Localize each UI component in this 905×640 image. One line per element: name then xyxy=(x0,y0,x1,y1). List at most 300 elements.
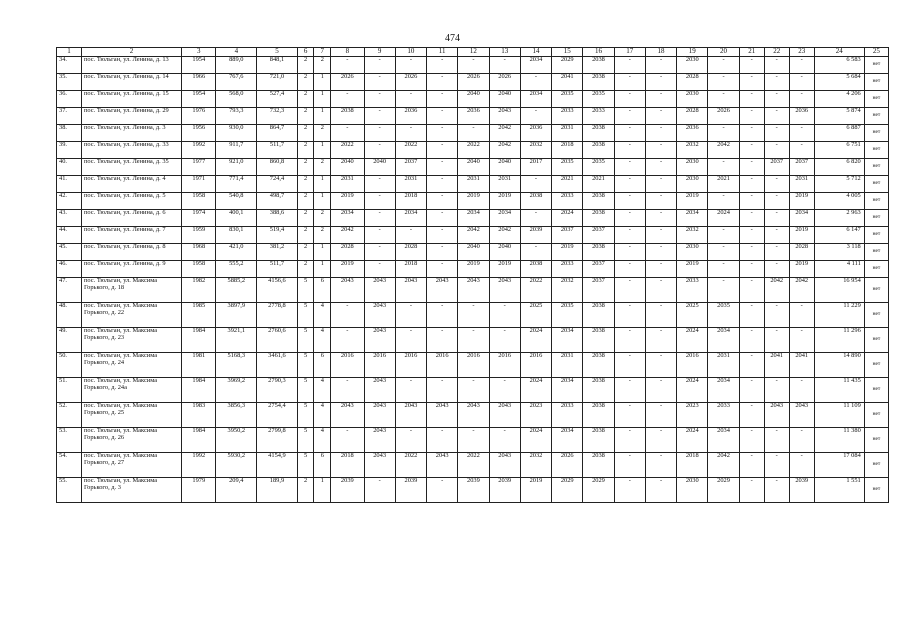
table-cell: - xyxy=(395,57,426,74)
table-cell: - xyxy=(458,125,489,142)
row-number-cell: 42. xyxy=(57,193,82,210)
table-cell: - xyxy=(614,227,645,244)
table-cell: 2 xyxy=(297,91,314,108)
table-row xyxy=(57,303,889,328)
total-cell: 1 551 xyxy=(814,478,864,503)
status-cell: нет xyxy=(864,378,888,403)
table-cell: 2033 xyxy=(583,108,614,125)
table-cell: 2018 xyxy=(395,261,426,278)
table-cell: 2038 xyxy=(583,74,614,91)
table-cell: 2035 xyxy=(708,303,739,328)
table-cell: 5930,2 xyxy=(216,453,257,478)
table-cell: - xyxy=(764,328,789,353)
table-cell: 5885,2 xyxy=(216,278,257,303)
table-cell: - xyxy=(739,244,764,261)
table-cell: 2038 xyxy=(520,261,551,278)
table-cell: 2036 xyxy=(677,125,708,142)
table-cell: - xyxy=(739,261,764,278)
column-header: 14 xyxy=(520,48,551,57)
total-cell: 11 435 xyxy=(814,378,864,403)
table-cell: 2024 xyxy=(520,378,551,403)
table-cell: 2038 xyxy=(583,193,614,210)
table-cell: - xyxy=(645,428,676,453)
table-cell: 2029 xyxy=(583,478,614,503)
column-header: 20 xyxy=(708,48,739,57)
table-cell: 2039 xyxy=(520,227,551,244)
row-number-cell: 52. xyxy=(57,403,82,428)
table-cell: - xyxy=(739,328,764,353)
table-cell: 2039 xyxy=(395,478,426,503)
table-cell: 1 xyxy=(314,176,331,193)
table-cell: 3969,2 xyxy=(216,378,257,403)
table-cell: 2022 xyxy=(331,142,364,159)
table-cell: - xyxy=(364,142,395,159)
table-row xyxy=(57,353,889,378)
table-cell: 6 xyxy=(314,453,331,478)
table-cell: 381,2 xyxy=(257,244,298,261)
table-cell: - xyxy=(645,328,676,353)
table-cell: 2036 xyxy=(395,108,426,125)
address-cell: пос. Тюльган, ул. Максима Горького, д. 26 xyxy=(82,428,182,453)
table-cell: 5 xyxy=(297,378,314,403)
table-cell: 2037 xyxy=(764,159,789,176)
table-cell: 2033 xyxy=(677,278,708,303)
row-number-cell: 54. xyxy=(57,453,82,478)
table-cell: - xyxy=(645,278,676,303)
table-cell: - xyxy=(614,428,645,453)
table-cell: 2029 xyxy=(708,478,739,503)
table-cell: - xyxy=(331,303,364,328)
table-cell: 5 xyxy=(297,278,314,303)
table-cell: 2016 xyxy=(427,353,458,378)
table-cell: 2037 xyxy=(583,278,614,303)
table-cell: - xyxy=(789,142,814,159)
table-cell: 2038 xyxy=(583,303,614,328)
table-cell: 2037 xyxy=(583,261,614,278)
table-cell: 2 xyxy=(297,159,314,176)
table-cell: - xyxy=(427,74,458,91)
table-cell: 2016 xyxy=(489,353,520,378)
table-cell: 2019 xyxy=(520,478,551,503)
table-row xyxy=(57,453,889,478)
table-cell: 1959 xyxy=(182,227,216,244)
table-cell: - xyxy=(708,125,739,142)
table-cell: - xyxy=(489,428,520,453)
table-cell: - xyxy=(331,91,364,108)
status-cell: нет xyxy=(864,227,888,244)
total-cell: 3 118 xyxy=(814,244,864,261)
table-cell: 2043 xyxy=(489,108,520,125)
address-cell: пос. Тюльган, ул. Ленина, д. 13 xyxy=(82,57,182,74)
table-cell: - xyxy=(395,378,426,403)
row-number-cell: 38. xyxy=(57,125,82,142)
table-cell: 2760,6 xyxy=(257,328,298,353)
table-cell: 2043 xyxy=(364,428,395,453)
status-cell: нет xyxy=(864,210,888,227)
table-cell: - xyxy=(739,353,764,378)
column-header: 23 xyxy=(789,48,814,57)
table-cell: 2040 xyxy=(458,159,489,176)
total-cell: 6 751 xyxy=(814,142,864,159)
table-cell: 1968 xyxy=(182,244,216,261)
table-cell: 519,4 xyxy=(257,227,298,244)
address-cell: пос. Тюльган, ул. Ленина, д. 7 xyxy=(82,227,182,244)
table-cell: - xyxy=(458,378,489,403)
table-cell: - xyxy=(739,176,764,193)
table-cell: 2034 xyxy=(708,378,739,403)
table-cell: 2031 xyxy=(458,176,489,193)
status-cell: нет xyxy=(864,244,888,261)
table-cell: - xyxy=(789,74,814,91)
table-cell: 2038 xyxy=(331,108,364,125)
table-cell: 2040 xyxy=(489,244,520,261)
table-cell: 1 xyxy=(314,244,331,261)
row-number-cell: 49. xyxy=(57,328,82,353)
table-cell: - xyxy=(614,142,645,159)
table-cell: - xyxy=(364,57,395,74)
table-cell: - xyxy=(614,328,645,353)
table-cell: 2030 xyxy=(677,244,708,261)
table-cell: 2043 xyxy=(764,403,789,428)
table-cell: 2039 xyxy=(331,478,364,503)
table-cell: 2019 xyxy=(552,244,583,261)
table-cell: 3856,3 xyxy=(216,403,257,428)
table-cell: 3921,1 xyxy=(216,328,257,353)
address-cell: пос. Тюльган, ул. Максима Горького, д. 24 xyxy=(82,353,182,378)
table-cell: 2038 xyxy=(583,57,614,74)
table-cell: 2028 xyxy=(677,108,708,125)
table-cell: - xyxy=(645,159,676,176)
status-cell: нет xyxy=(864,142,888,159)
table-cell: 2022 xyxy=(395,453,426,478)
table-cell: 2035 xyxy=(552,303,583,328)
table-cell: 2031 xyxy=(552,353,583,378)
table-cell: - xyxy=(614,403,645,428)
table-cell: 2043 xyxy=(489,403,520,428)
column-header: 21 xyxy=(739,48,764,57)
row-number-cell: 47. xyxy=(57,278,82,303)
row-number-cell: 35. xyxy=(57,74,82,91)
table-cell: 1956 xyxy=(182,125,216,142)
table-row xyxy=(57,159,889,176)
table-cell: 5 xyxy=(297,353,314,378)
table-cell: 2042 xyxy=(489,125,520,142)
column-header: 10 xyxy=(395,48,426,57)
status-cell: нет xyxy=(864,261,888,278)
column-header: 7 xyxy=(314,48,331,57)
row-number-cell: 43. xyxy=(57,210,82,227)
table-cell: 911,7 xyxy=(216,142,257,159)
column-header: 16 xyxy=(583,48,614,57)
table-cell: 2024 xyxy=(708,210,739,227)
table-cell: - xyxy=(614,125,645,142)
table-cell: 498,7 xyxy=(257,193,298,210)
table-cell: - xyxy=(458,428,489,453)
table-cell: 889,0 xyxy=(216,57,257,74)
row-number-cell: 53. xyxy=(57,428,82,453)
table-cell: 2019 xyxy=(458,193,489,210)
table-cell: 2040 xyxy=(489,159,520,176)
column-header: 9 xyxy=(364,48,395,57)
column-header: 6 xyxy=(297,48,314,57)
address-cell: пос. Тюльган, ул. Максима Горького, д. 27 xyxy=(82,453,182,478)
table-cell: - xyxy=(520,176,551,193)
total-cell: 6 583 xyxy=(814,57,864,74)
table-cell: - xyxy=(427,478,458,503)
table-cell: - xyxy=(520,210,551,227)
address-cell: пос. Тюльган, ул. Ленина, д. 33 xyxy=(82,142,182,159)
row-number-cell: 40. xyxy=(57,159,82,176)
table-cell: - xyxy=(739,193,764,210)
address-cell: пос. Тюльган, ул. Максима Горького, д. 3 xyxy=(82,478,182,503)
address-cell: пос. Тюльган, ул. Максима Горького, д. 23 xyxy=(82,328,182,353)
table-row xyxy=(57,278,889,303)
status-cell: нет xyxy=(864,74,888,91)
table-cell: 2 xyxy=(314,210,331,227)
table-cell: - xyxy=(764,210,789,227)
table-cell: 2035 xyxy=(583,159,614,176)
table-row xyxy=(57,142,889,159)
table-cell: - xyxy=(739,428,764,453)
table-row xyxy=(57,108,889,125)
status-cell: нет xyxy=(864,303,888,328)
total-cell: 2 963 xyxy=(814,210,864,227)
table-cell: - xyxy=(427,159,458,176)
table-cell: 6 xyxy=(314,353,331,378)
column-header: 12 xyxy=(458,48,489,57)
table-cell: 2040 xyxy=(489,91,520,108)
table-row xyxy=(57,57,889,74)
table-cell: - xyxy=(764,74,789,91)
table-cell: 2040 xyxy=(331,159,364,176)
table-cell: - xyxy=(614,210,645,227)
table-cell: 2030 xyxy=(677,57,708,74)
table-cell: 2019 xyxy=(789,193,814,210)
page-number: 474 xyxy=(445,33,460,44)
table-cell: 1 xyxy=(314,91,331,108)
table-cell: - xyxy=(708,91,739,108)
table-cell: 2043 xyxy=(364,303,395,328)
table-cell: 860,8 xyxy=(257,159,298,176)
table-cell: 2039 xyxy=(489,478,520,503)
table-cell: 1982 xyxy=(182,278,216,303)
row-number-cell: 36. xyxy=(57,91,82,108)
table-cell: - xyxy=(364,193,395,210)
table-cell: 2034 xyxy=(489,210,520,227)
table-cell: 3897,9 xyxy=(216,303,257,328)
table-cell: - xyxy=(614,303,645,328)
address-cell: пос. Тюльган, ул. Ленина, д. 35 xyxy=(82,159,182,176)
table-cell: - xyxy=(364,91,395,108)
table-cell: - xyxy=(645,108,676,125)
table-cell: - xyxy=(764,108,789,125)
table-cell: 2021 xyxy=(708,176,739,193)
status-cell: нет xyxy=(864,278,888,303)
table-cell: 2042 xyxy=(708,142,739,159)
column-header: 3 xyxy=(182,48,216,57)
table-cell: 2034 xyxy=(708,328,739,353)
table-cell: 2039 xyxy=(789,478,814,503)
table-cell: - xyxy=(789,328,814,353)
table-cell: 2035 xyxy=(552,91,583,108)
table-cell: 2 xyxy=(297,244,314,261)
table-cell: - xyxy=(458,57,489,74)
table-cell: 2043 xyxy=(427,278,458,303)
table-row xyxy=(57,378,889,403)
table-cell: - xyxy=(645,210,676,227)
table-cell: 2024 xyxy=(552,210,583,227)
table-cell: 1 xyxy=(314,142,331,159)
table-cell: 2016 xyxy=(395,353,426,378)
table-cell: 511,7 xyxy=(257,261,298,278)
row-number-cell: 34. xyxy=(57,57,82,74)
table-cell: - xyxy=(364,108,395,125)
table-cell: 6 xyxy=(314,278,331,303)
table-cell: 1966 xyxy=(182,74,216,91)
table-cell: - xyxy=(427,303,458,328)
table-cell: - xyxy=(739,278,764,303)
table-cell: 2036 xyxy=(789,108,814,125)
total-cell: 11 380 xyxy=(814,428,864,453)
table-cell: 2043 xyxy=(364,403,395,428)
table-cell: - xyxy=(395,91,426,108)
table-cell: - xyxy=(520,108,551,125)
table-cell: 2038 xyxy=(583,403,614,428)
table-cell: - xyxy=(645,91,676,108)
table-cell: 2043 xyxy=(364,328,395,353)
table-cell: 1 xyxy=(314,261,331,278)
table-cell: 2030 xyxy=(677,176,708,193)
table-cell: - xyxy=(645,403,676,428)
table-cell: - xyxy=(331,125,364,142)
address-cell: пос. Тюльган, ул. Ленина, д. 8 xyxy=(82,244,182,261)
table-cell: 2799,8 xyxy=(257,428,298,453)
table-cell: - xyxy=(764,453,789,478)
table-cell: 2018 xyxy=(331,453,364,478)
table-cell: 2037 xyxy=(552,227,583,244)
table-cell: 2754,4 xyxy=(257,403,298,428)
table-cell: 540,8 xyxy=(216,193,257,210)
table-cell: - xyxy=(764,244,789,261)
table-cell: - xyxy=(708,159,739,176)
table-cell: - xyxy=(645,353,676,378)
table-cell: 2 xyxy=(297,57,314,74)
address-cell: пос. Тюльган, ул. Ленина, д. 3 xyxy=(82,125,182,142)
address-cell: пос. Тюльган, ул. Максима Горького, д. 18 xyxy=(82,278,182,303)
table-cell: - xyxy=(739,159,764,176)
table-cell: 2 xyxy=(297,261,314,278)
table-cell: 2033 xyxy=(552,261,583,278)
table-cell: - xyxy=(331,328,364,353)
table-cell: 2033 xyxy=(552,193,583,210)
table-cell: - xyxy=(789,428,814,453)
table-cell: - xyxy=(764,227,789,244)
table-cell: 2022 xyxy=(395,142,426,159)
table-cell: 2033 xyxy=(708,403,739,428)
table-cell: - xyxy=(739,378,764,403)
table-cell: - xyxy=(614,193,645,210)
total-cell: 5 712 xyxy=(814,176,864,193)
status-cell: нет xyxy=(864,328,888,353)
table-cell: 2 xyxy=(297,176,314,193)
table-cell: 2043 xyxy=(458,403,489,428)
total-cell: 5 874 xyxy=(814,108,864,125)
table-cell: - xyxy=(395,125,426,142)
table-cell: 2790,3 xyxy=(257,378,298,403)
table-cell: 2026 xyxy=(489,74,520,91)
table-cell: - xyxy=(645,227,676,244)
table-cell: 209,4 xyxy=(216,478,257,503)
table-cell: 2016 xyxy=(364,353,395,378)
column-header: 17 xyxy=(614,48,645,57)
row-number-cell: 51. xyxy=(57,378,82,403)
table-cell: - xyxy=(364,74,395,91)
table-cell: - xyxy=(739,453,764,478)
table-row xyxy=(57,244,889,261)
table-cell: 2029 xyxy=(552,478,583,503)
table-cell: 2024 xyxy=(677,428,708,453)
table-cell: 421,0 xyxy=(216,244,257,261)
table-cell: 2 xyxy=(297,108,314,125)
table-cell: 2019 xyxy=(331,193,364,210)
table-cell: 1 xyxy=(314,478,331,503)
table-cell: 5 xyxy=(297,328,314,353)
table-cell: 2034 xyxy=(331,210,364,227)
table-cell: 2033 xyxy=(552,108,583,125)
table-cell: 2 xyxy=(297,74,314,91)
table-cell: - xyxy=(395,303,426,328)
column-header: 1 xyxy=(57,48,82,57)
table-cell: - xyxy=(645,303,676,328)
table-cell: 4 xyxy=(314,428,331,453)
table-cell: 2043 xyxy=(364,278,395,303)
table-cell: 189,9 xyxy=(257,478,298,503)
table-cell: 2026 xyxy=(708,108,739,125)
table-cell: - xyxy=(645,244,676,261)
table-cell: - xyxy=(708,74,739,91)
table-cell: 830,1 xyxy=(216,227,257,244)
table-cell: - xyxy=(614,176,645,193)
table-cell: 2038 xyxy=(520,193,551,210)
row-number-cell: 45. xyxy=(57,244,82,261)
table-cell: - xyxy=(614,353,645,378)
table-cell: 2031 xyxy=(331,176,364,193)
table-cell: 2042 xyxy=(789,278,814,303)
table-cell: 511,7 xyxy=(257,142,298,159)
total-cell: 5 684 xyxy=(814,74,864,91)
table-cell: 400,1 xyxy=(216,210,257,227)
table-cell: 2028 xyxy=(677,74,708,91)
column-header: 5 xyxy=(257,48,298,57)
table-cell: 2 xyxy=(314,57,331,74)
table-cell: - xyxy=(614,278,645,303)
table-cell: 2024 xyxy=(677,378,708,403)
table-cell: - xyxy=(395,227,426,244)
table-cell: 771,4 xyxy=(216,176,257,193)
table-cell: - xyxy=(489,378,520,403)
table-cell: 4 xyxy=(314,328,331,353)
table-row xyxy=(57,478,889,503)
table-cell: - xyxy=(764,261,789,278)
table-cell: 2016 xyxy=(458,353,489,378)
table-cell: - xyxy=(645,378,676,403)
table-row xyxy=(57,428,889,453)
table-cell: 2040 xyxy=(458,91,489,108)
table-cell: 1983 xyxy=(182,403,216,428)
table-cell: - xyxy=(427,142,458,159)
total-cell: 11 229 xyxy=(814,303,864,328)
table-cell: 2042 xyxy=(708,453,739,478)
